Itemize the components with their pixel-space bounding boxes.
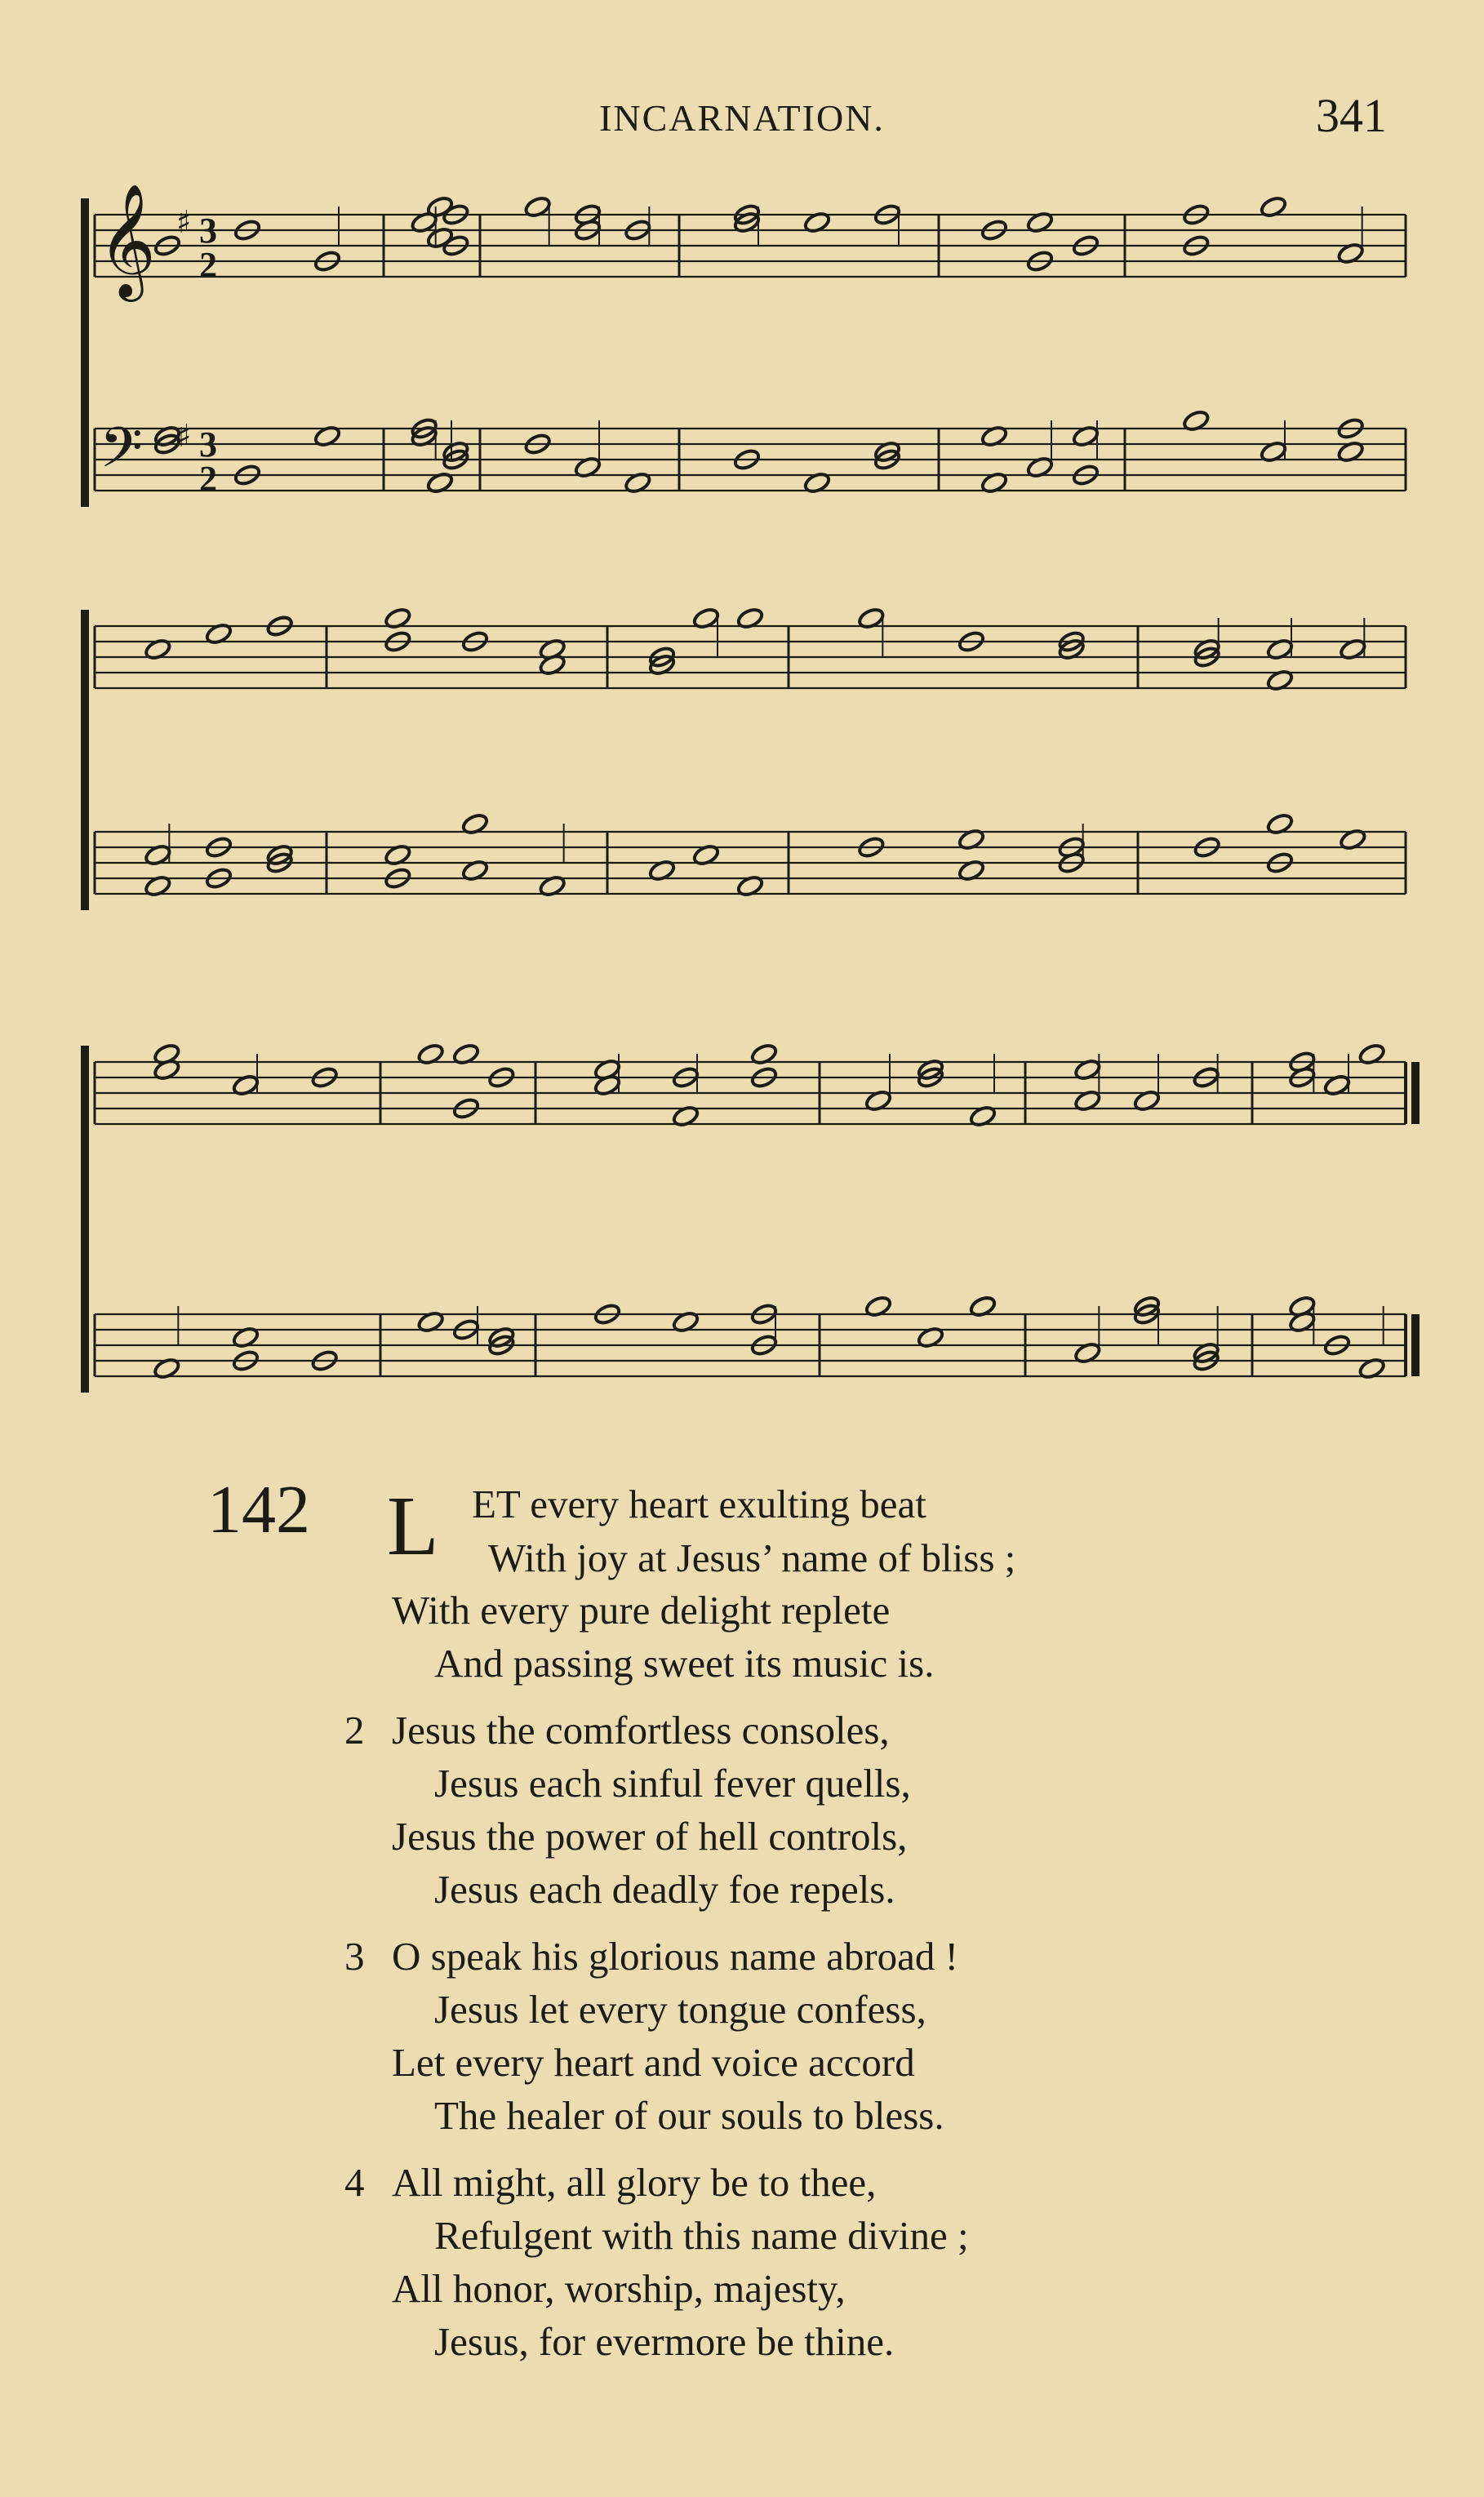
verse-line: With every pure delight replete (392, 1588, 891, 1633)
verse-line: Jesus the power of hell controls, (392, 1814, 908, 1859)
verse-line: Jesus the comfortless consoles, (392, 1708, 890, 1753)
verse-line: With joy at Jesus’ name of bliss ; (488, 1535, 1016, 1580)
time-signature: 3 (199, 424, 217, 464)
verse-line: Jesus, for evermore be thine. (434, 2319, 895, 2364)
verse-line: Refulgent with this name divine ; (434, 2213, 969, 2258)
drop-cap: L (387, 1479, 439, 1573)
verse-number: 3 (344, 1934, 365, 1979)
verse-line: O speak his glorious name abroad ! (392, 1934, 958, 1979)
verse-line: Jesus let every tongue confess, (434, 1987, 926, 2032)
time-signature: 2 (199, 245, 217, 285)
system-2 (85, 606, 1406, 910)
verse-number: 4 (344, 2160, 365, 2205)
sharp-sign: ♯ (176, 204, 192, 240)
treble-clef: 𝄞 (98, 184, 156, 297)
hymn-number: 142 (207, 1472, 310, 1548)
system-1 (85, 184, 1406, 507)
verse-number: 2 (344, 1708, 365, 1753)
system-3 (85, 1042, 1415, 1393)
verse-line: And passing sweet its music is. (434, 1641, 935, 1686)
time-signature: 2 (199, 459, 217, 499)
bass-clef: 𝄢 (100, 416, 143, 494)
verse-line: The healer of our souls to bless. (434, 2093, 944, 2138)
verse-line: ET every heart exulting beat (472, 1482, 926, 1526)
section-title: INCARNATION. (599, 97, 885, 139)
verse-line: Jesus each deadly foe repels. (434, 1867, 895, 1912)
time-signature: 3 (199, 211, 217, 251)
verse-line: All honor, worship, majesty, (392, 2266, 846, 2311)
verse-line: Let every heart and voice accord (392, 2040, 915, 2085)
verse-line: All might, all glory be to thee, (392, 2160, 877, 2205)
sharp-sign: ♯ (176, 418, 192, 454)
verse-line: Jesus each sinful fever quells, (434, 1761, 911, 1806)
page-number: 341 (1316, 89, 1387, 142)
